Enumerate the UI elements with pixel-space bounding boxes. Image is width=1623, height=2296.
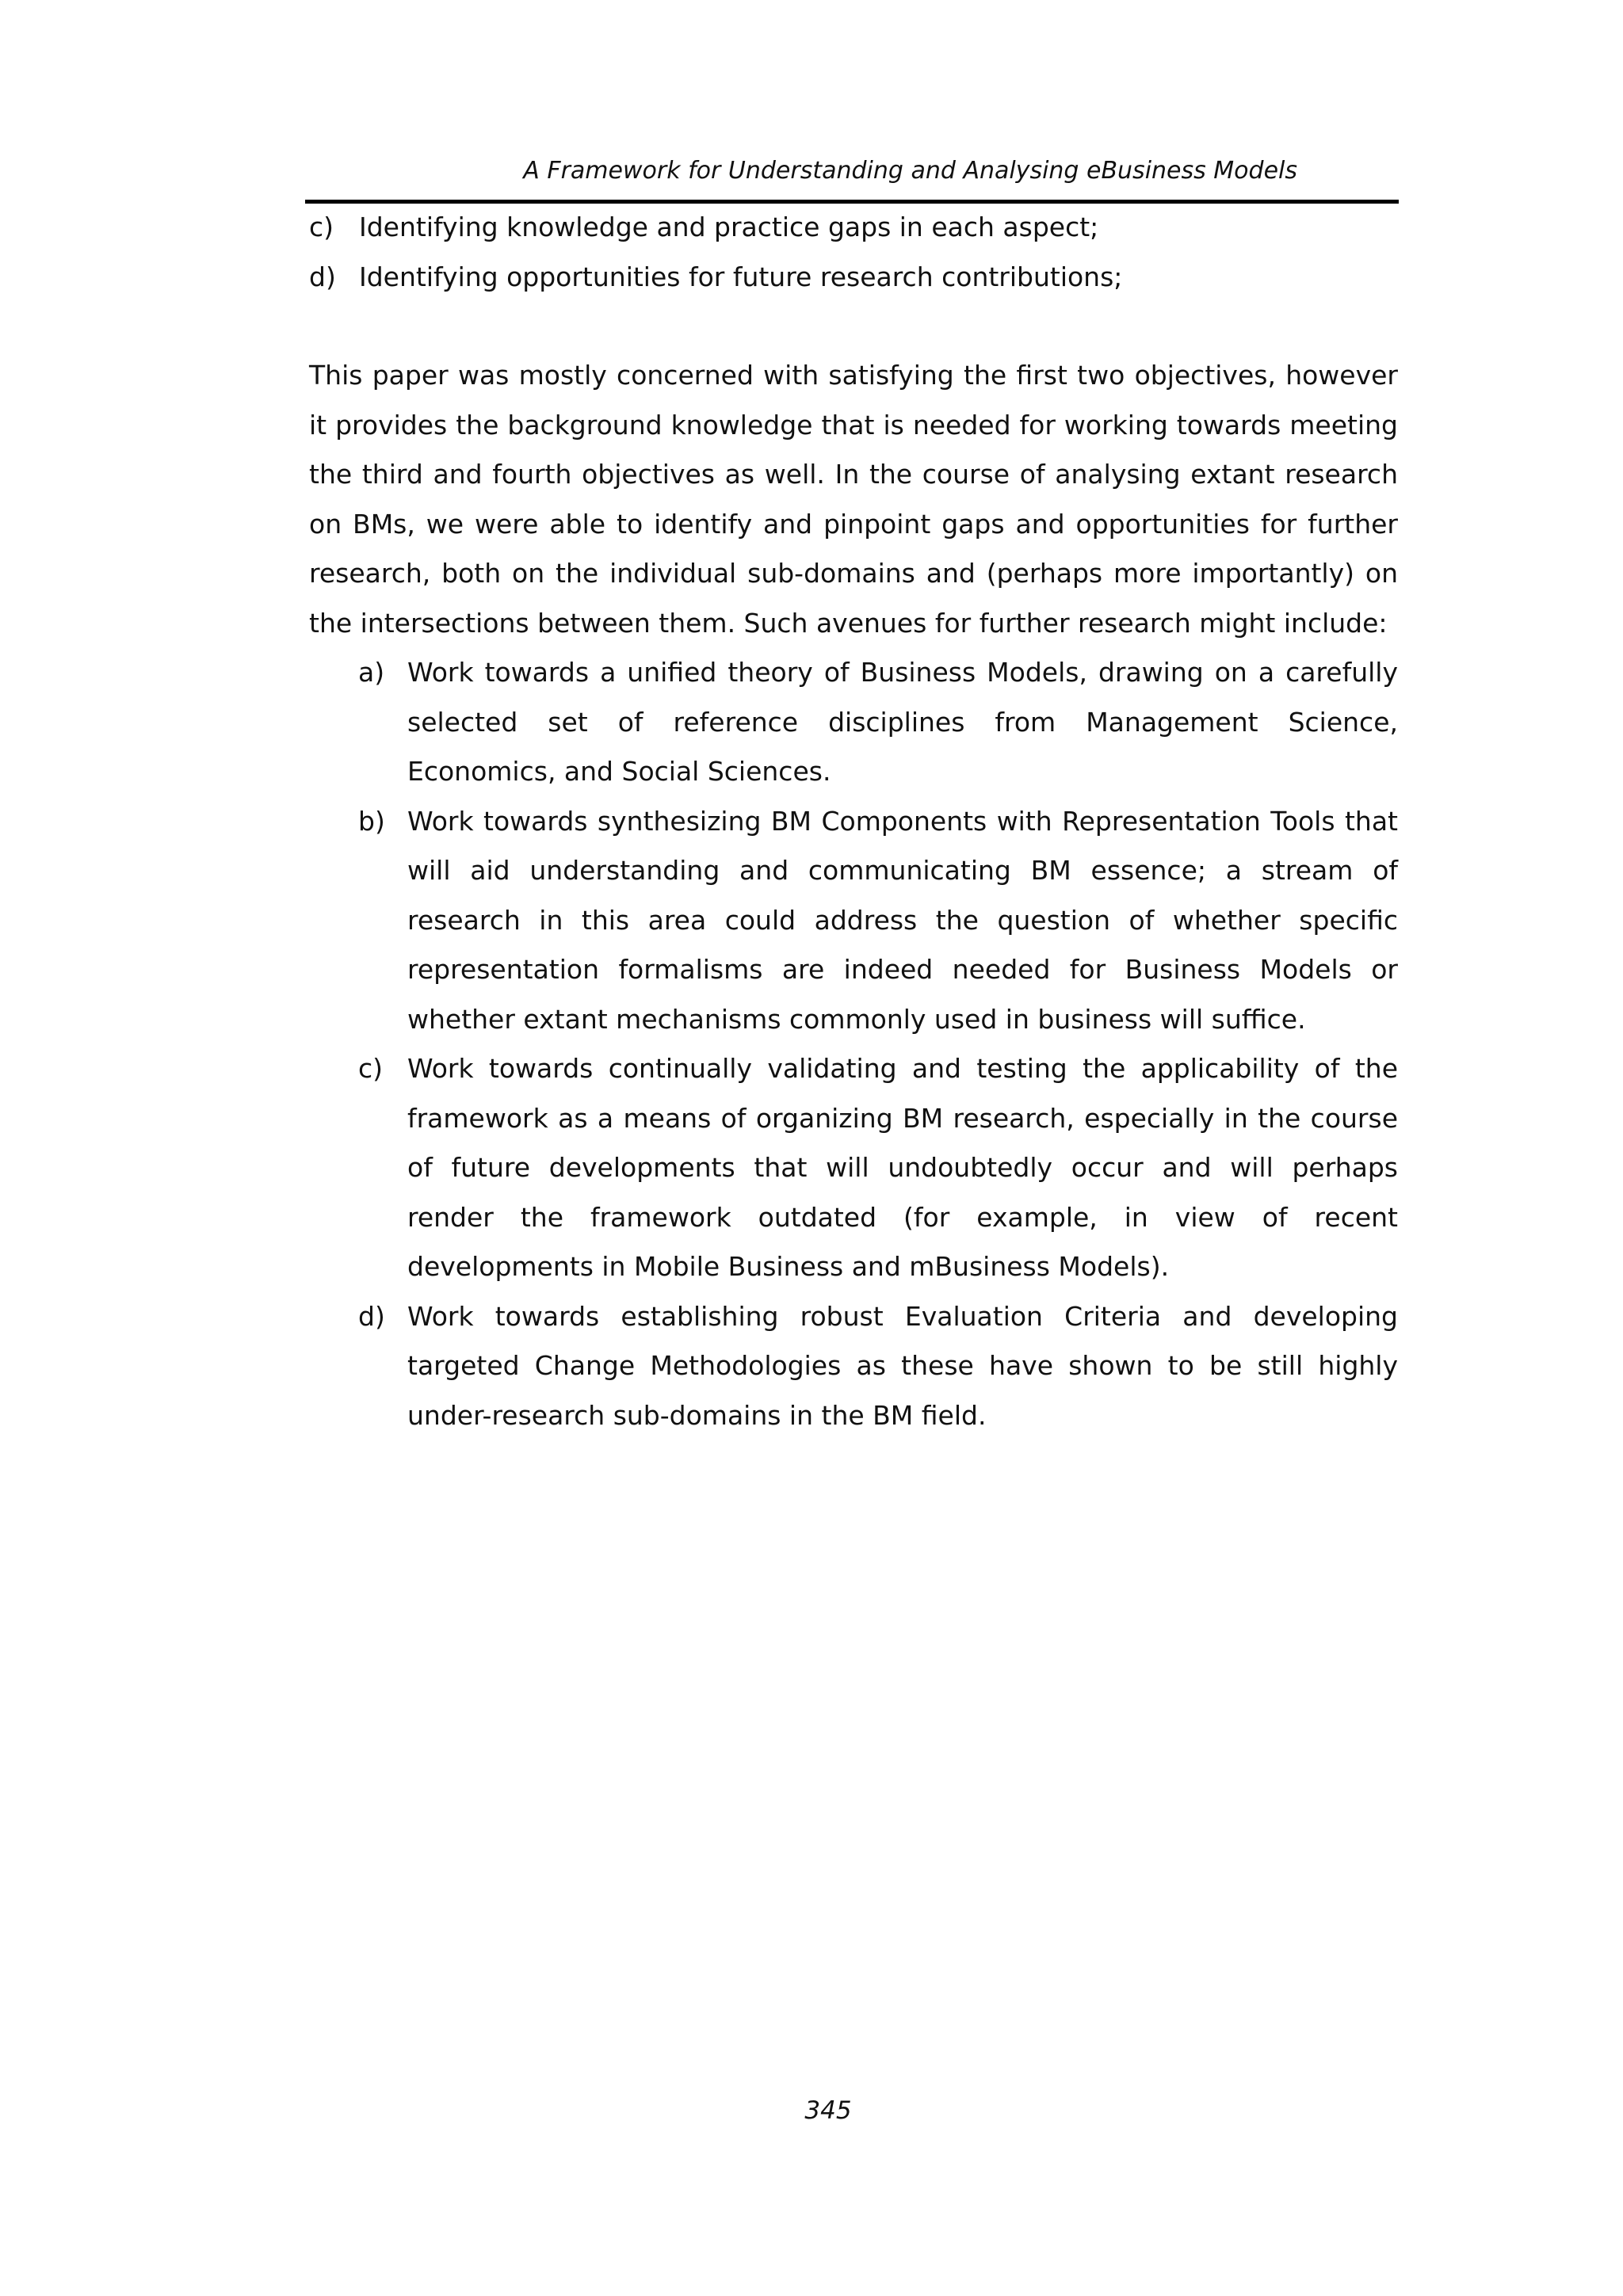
page-number: 345 xyxy=(804,2096,852,2125)
list-item xyxy=(358,1292,1398,1441)
list-marker: b) xyxy=(358,805,385,837)
list-item xyxy=(358,797,1398,1045)
list-item-text: Work towards establishing robust Evaluation Criteria and developing targeted Change Methodologies as these have shown to be still highly under-research sub-domains in the BM field. xyxy=(407,1300,1398,1431)
list-item xyxy=(309,253,1398,303)
list-item-text: Work towards a unified theory of Business Models, drawing on a carefully selected set of reference disciplines from Management Science, Economics, and Social Sciences. xyxy=(407,657,1398,787)
list-marker: c) xyxy=(309,212,334,242)
objectives-list xyxy=(309,203,1398,302)
list-marker: d) xyxy=(309,261,336,292)
research-avenues-list xyxy=(358,648,1398,1440)
list-marker: c) xyxy=(358,1053,384,1084)
list-item xyxy=(358,1044,1398,1292)
body-paragraph: This paper was mostly concerned with satisfying the first two objectives, however it provides the background knowledge that is needed for working towards meeting the third and fourth objectives as well. In the course of analysing extant research on BMs, we were able to identify and pinpoint gaps and opportunities for further research, both on the individual sub-domains and (perhaps more importantly) on the intersections between them. Such avenues for further research might include: xyxy=(309,360,1398,639)
page-body xyxy=(309,203,1398,1440)
list-item-text: Work towards continually validating and testing the applicability of the framework as a means of organizing BM research, especially in the course of future developments that will undoubtedly occur and will perhaps render the framework outdated (for example, in view of recent developments in Mobile Business and mBusiness Models). xyxy=(407,1053,1398,1282)
list-marker: a) xyxy=(358,657,385,688)
list-item-text: Identifying knowledge and practice gaps in each aspect; xyxy=(359,212,1099,242)
running-header: A Framework for Understanding and Analysing eBusiness Models xyxy=(523,157,1297,185)
list-item-text: Work towards synthesizing BM Components with Representation Tools that will aid understanding and communicating BM essence; a stream of research in this area could address the question of whether specific representation formalisms are indeed needed for Business Models or whether extant mechanisms commonly used in business will suffice. xyxy=(407,805,1398,1035)
list-item xyxy=(358,648,1398,797)
list-item xyxy=(309,203,1398,253)
list-marker: d) xyxy=(358,1300,385,1332)
list-item-text: Identifying opportunities for future research contributions; xyxy=(359,261,1123,292)
